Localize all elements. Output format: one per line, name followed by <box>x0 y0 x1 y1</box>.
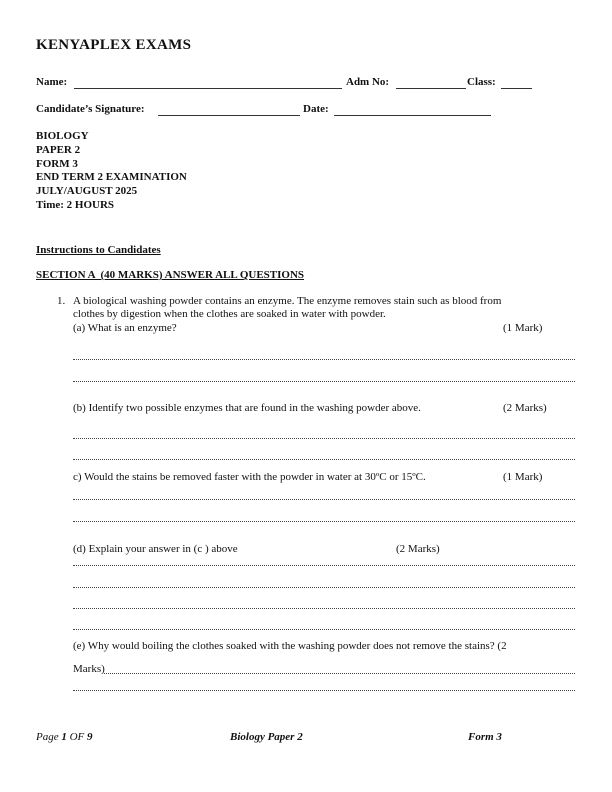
exam-period: JULY/AUGUST 2025 <box>36 185 138 197</box>
exam-brand-title: KENYAPLEX EXAMS <box>36 37 192 53</box>
exam-term: END TERM 2 EXAMINATION <box>36 171 187 183</box>
name-field[interactable] <box>74 88 342 89</box>
part-a-marks: (1 Mark) <box>503 322 543 334</box>
question-stem-line-1: A biological washing powder contains an enzyme. The enzyme removes stain such as blood from <box>73 295 502 307</box>
footer-form: Form 3 <box>468 731 502 743</box>
part-d-question: (d) Explain your answer in (c ) above <box>73 543 238 555</box>
part-b-question: (b) Identify two possible enzymes that are found in the washing powder above. <box>73 402 421 414</box>
date-field[interactable] <box>334 115 491 116</box>
answer-line[interactable] <box>104 673 575 674</box>
footer-page-total: 9 <box>87 731 93 743</box>
answer-line[interactable] <box>73 499 575 500</box>
footer-page-current: 1 <box>61 731 67 743</box>
answer-line[interactable] <box>73 359 575 360</box>
part-e-question-line-2: Marks) <box>73 663 105 675</box>
section-a-heading: SECTION A (40 MARKS) ANSWER ALL QUESTIONS <box>36 269 305 281</box>
adm-no-label: Adm No: <box>346 76 390 88</box>
answer-line[interactable] <box>73 381 575 382</box>
answer-line[interactable] <box>73 608 575 609</box>
class-label: Class: <box>467 76 496 88</box>
question-stem-line-2: clothes by digestion when the clothes are soaked in water with powder. <box>73 308 386 320</box>
answer-line[interactable] <box>73 521 575 522</box>
answer-line[interactable] <box>73 690 575 691</box>
part-c-question: c) Would the stains be removed faster with the powder in water at 30ºC or 15ºC. <box>73 471 426 483</box>
exam-form: FORM 3 <box>36 158 78 170</box>
footer-paper-title: Biology Paper 2 <box>230 731 303 743</box>
instructions-heading: Instructions to Candidates <box>36 244 161 256</box>
signature-field[interactable] <box>158 115 300 116</box>
class-field[interactable] <box>501 88 532 89</box>
part-c-marks: (1 Mark) <box>503 471 543 483</box>
name-label: Name: <box>36 76 68 88</box>
part-e-question-line-1: (e) Why would boiling the clothes soaked with the washing powder does not remove the stains? (2 <box>73 640 507 652</box>
footer-page-of: OF <box>69 731 85 743</box>
exam-subject: BIOLOGY <box>36 130 89 142</box>
date-label: Date: <box>303 103 329 115</box>
signature-label: Candidate’s Signature: <box>36 103 145 115</box>
adm-no-field[interactable] <box>396 88 466 89</box>
exam-time: Time: 2 HOURS <box>36 199 115 211</box>
answer-line[interactable] <box>73 565 575 566</box>
part-a-question: (a) What is an enzyme? <box>73 322 177 334</box>
exam-paper: PAPER 2 <box>36 144 81 156</box>
answer-line[interactable] <box>73 438 575 439</box>
part-d-marks: (2 Marks) <box>396 543 440 555</box>
part-b-marks: (2 Marks) <box>503 402 547 414</box>
footer-page-number <box>36 731 93 743</box>
answer-line[interactable] <box>73 587 575 588</box>
footer-page-prefix: Page <box>36 731 59 743</box>
answer-line[interactable] <box>73 459 575 460</box>
answer-line[interactable] <box>73 629 575 630</box>
question-number: 1. <box>57 295 66 307</box>
